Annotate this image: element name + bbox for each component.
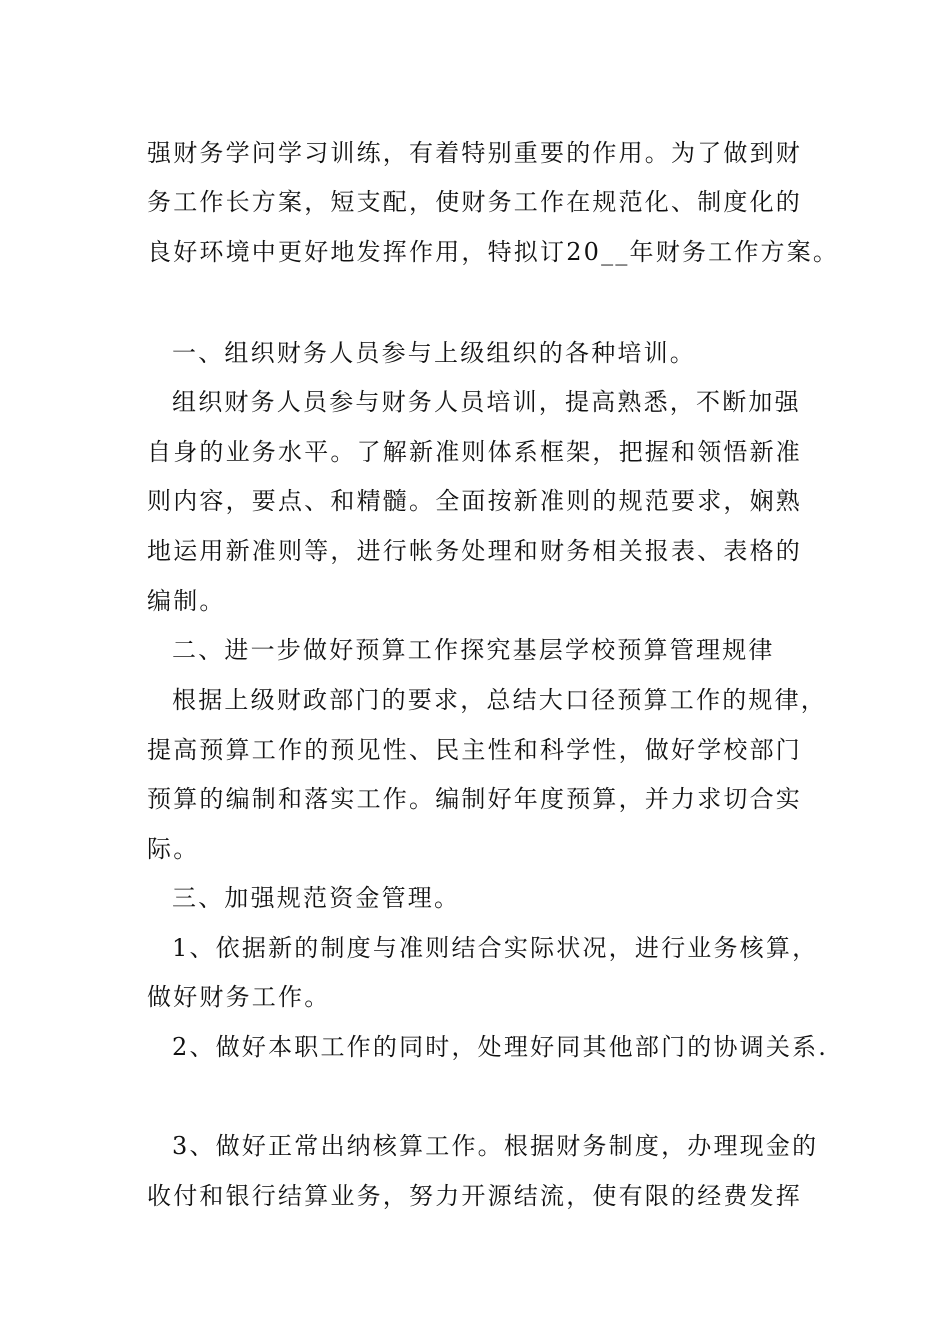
paragraph-line: 地运用新准则等，进行帐务处理和财务相关报表、表格的	[147, 537, 802, 565]
paragraph-line: 根据上级财政部门的要求，总结大口径预算工作的规律，	[172, 686, 827, 714]
paragraph-line: 自身的业务水平。了解新准则体系框架，把握和领悟新准	[147, 438, 802, 466]
paragraph-line: 际。	[147, 835, 200, 863]
paragraph-line: 做好财务工作。	[147, 983, 331, 1011]
paragraph-line: 务工作长方案，短支配，使财务工作在规范化、制度化的	[147, 188, 802, 216]
paragraph-line: 3、做好正常出纳核算工作。根据财务制度，办理现金的	[172, 1132, 819, 1160]
section-heading-3: 三、加强规范资金管理。	[172, 884, 461, 912]
paragraph-line: 组织财务人员参与财务人员培训，提高熟悉，不断加强	[172, 388, 801, 416]
section-heading-1: 一、组织财务人员参与上级组织的各种培训。	[172, 339, 696, 367]
section-heading-2: 二、进一步做好预算工作探究基层学校预算管理规律	[172, 636, 775, 664]
paragraph-line: 1、依据新的制度与准则结合实际状况，进行业务核算，	[172, 934, 819, 962]
paragraph-line: 良好环境中更好地发挥作用，特拟订20__年财务工作方案。	[147, 238, 840, 266]
paragraph-line: 收付和银行结算业务，努力开源结流，使有限的经费发挥	[147, 1182, 802, 1210]
paragraph-line: 2、做好本职工作的同时，处理好同其他部门的协调关系.	[172, 1033, 829, 1061]
paragraph-line: 编制。	[147, 587, 226, 615]
paragraph-line: 预算的编制和落实工作。编制好年度预算，并力求切合实	[147, 785, 802, 813]
paragraph-line: 提高预算工作的预见性、民主性和科学性，做好学校部门	[147, 736, 802, 764]
paragraph-line: 强财务学问学习训练，有着特别重要的作用。为了做到财	[147, 139, 802, 167]
paragraph-line: 则内容，要点、和精髓。全面按新准则的规范要求，娴熟	[147, 487, 802, 515]
